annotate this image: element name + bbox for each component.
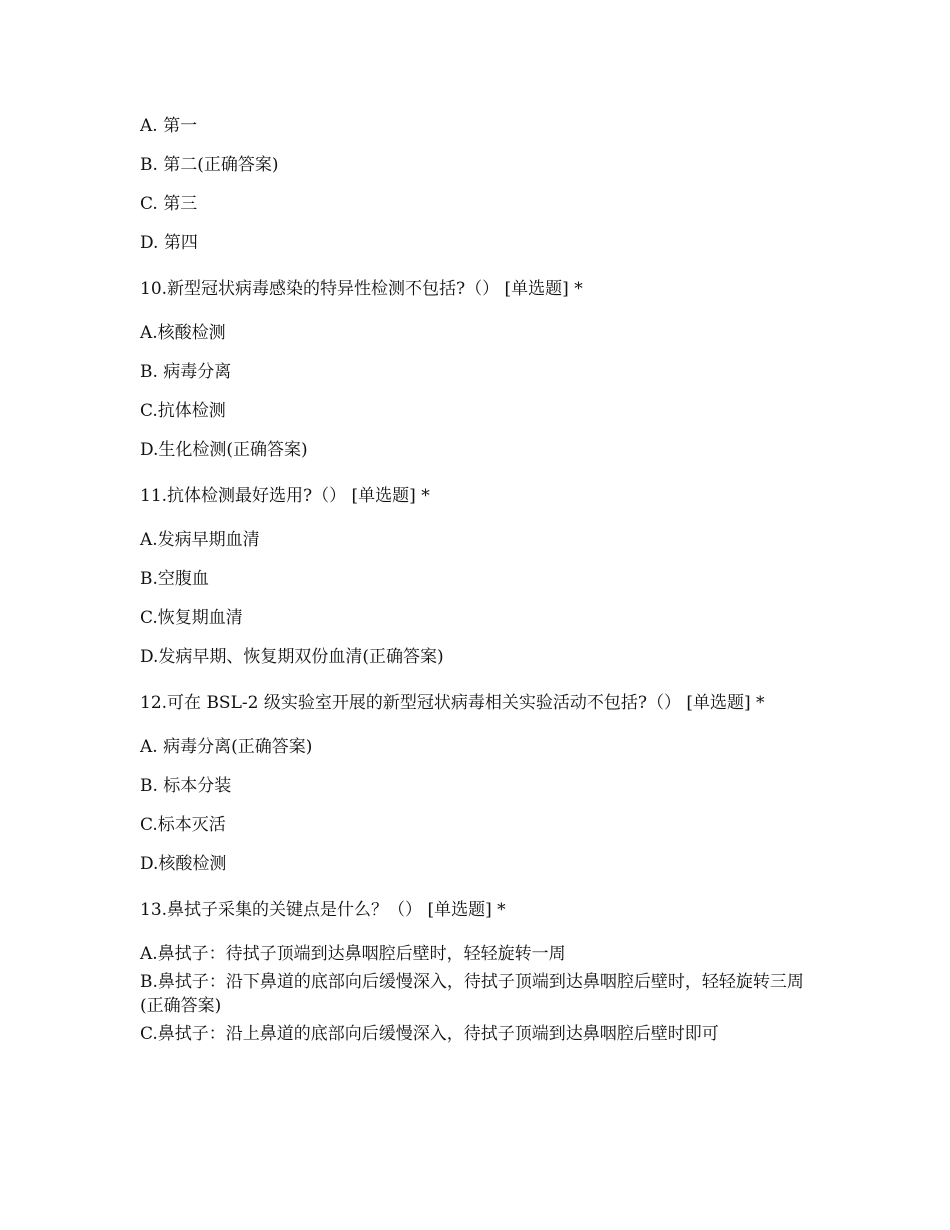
q9-option-c: C. 第三 [140, 194, 198, 214]
document-page [140, 114, 820, 1046]
q10-option-d: D.生化检测(正确答案) [140, 440, 308, 460]
q11-option-a: A.发病早期血清 [140, 530, 260, 550]
q10-option-b: B. 病毒分离 [140, 362, 232, 382]
q9-option-b: B. 第二(正确答案) [140, 155, 279, 175]
q13-question: 13.鼻拭子采集的关键点是什么？（） [单选题] * [140, 900, 506, 920]
q9-option-a: A. 第一 [140, 116, 198, 136]
q10-option-c: C.抗体检测 [140, 401, 226, 421]
q12-option-c: C.标本灭活 [140, 815, 226, 835]
q13-option-b: B.鼻拭子：沿下鼻道的底部向后缓慢深入，待拭子顶端到达鼻咽腔后壁时，轻轻旋转三周(正确答案) [140, 972, 804, 1016]
q13-option-a: A.鼻拭子：待拭子顶端到达鼻咽腔后壁时，轻轻旋转一周 [140, 944, 566, 964]
q11-option-d: D.发病早期、恢复期双份血清(正确答案) [140, 647, 444, 667]
q10-option-a: A.核酸检测 [140, 323, 226, 343]
q12-option-d: D.核酸检测 [140, 854, 227, 874]
q11-question: 11.抗体检测最好选用?（） [单选题] * [140, 486, 430, 506]
q12-option-a: A. 病毒分离(正确答案) [140, 737, 313, 757]
q9-option-d: D. 第四 [140, 233, 198, 253]
q10-question: 10.新型冠状病毒感染的特异性检测不包括?（） [单选题] * [140, 279, 583, 299]
q12-question: 12.可在 BSL-2 级实验室开展的新型冠状病毒相关实验活动不包括?（） [单选题] * [140, 693, 765, 713]
q11-option-b: B.空腹血 [140, 569, 209, 589]
q11-option-c: C.恢复期血清 [140, 608, 243, 628]
q12-option-b: B. 标本分装 [140, 776, 232, 796]
q13-option-c: C.鼻拭子：沿上鼻道的底部向后缓慢深入，待拭子顶端到达鼻咽腔后壁时即可 [140, 1024, 719, 1044]
